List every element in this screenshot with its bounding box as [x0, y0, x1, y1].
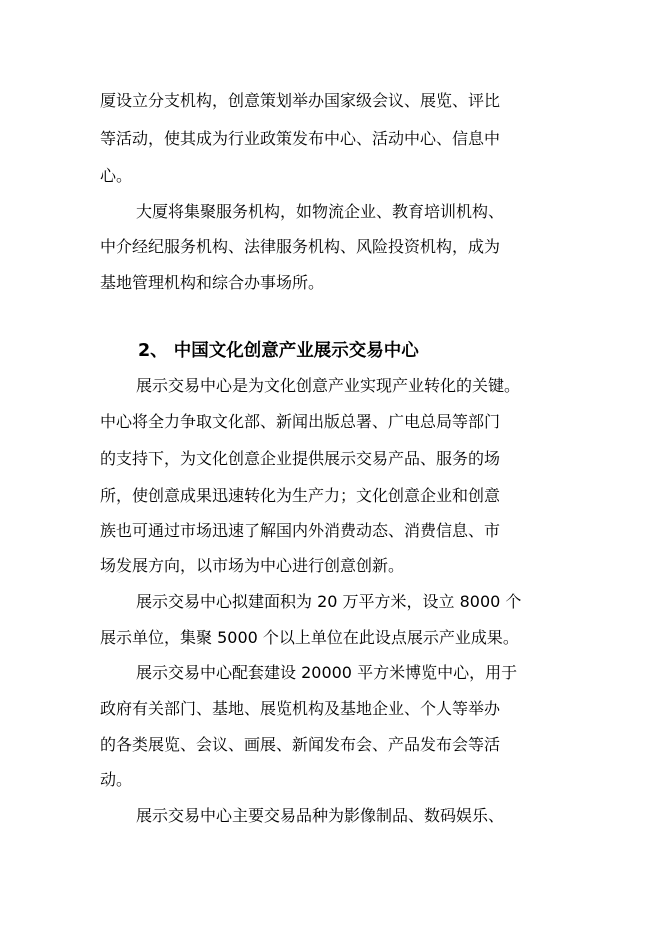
para3-line-6: 场发展方向，以市场为中心进行创意创新。 [100, 556, 405, 575]
para1-line-3: 心。 [100, 166, 133, 185]
para4-line-1: 展示交易中心拟建面积为 20 万平方米，设立 8000 个 [136, 592, 522, 611]
para1-line-1: 厦设立分支机构，创意策划举办国家级会议、展览、评比 [100, 91, 501, 110]
para3-line-5: 族也可通过市场迅速了解国内外消费动态、消费信息、市 [100, 521, 501, 540]
para3-line-2: 中心将全力争取文化部、新闻出版总署、广电总局等部门 [100, 412, 501, 431]
para4-line-2: 展示单位，集聚 5000 个以上单位在此设点展示产业成果。 [100, 628, 519, 647]
para5-line-2: 政府有关部门、基地、展览机构及基地企业、个人等举办 [100, 699, 501, 718]
para3-line-3: 的支持下，为文化创意企业提供展示交易产品、服务的场 [100, 449, 501, 468]
para5-line-4: 动。 [100, 770, 133, 789]
para2-line-3: 基地管理机构和综合办事场所。 [100, 273, 325, 292]
para2-line-1: 大厦将集聚服务机构，如物流企业、教育培训机构、 [136, 202, 505, 221]
para5-line-3: 的各类展览、会议、画展、新闻发布会、产品发布会等活 [100, 735, 501, 754]
para1-line-2: 等活动，使其成为行业政策发布中心、活动中心、信息中 [100, 129, 501, 148]
para3-line-1: 展示交易中心是为文化创意产业实现产业转化的关键。 [136, 376, 521, 395]
para5-line-1: 展示交易中心配套建设 20000 平方米博览中心，用于 [136, 663, 518, 682]
section-heading: 2、 中国文化创意产业展示交易中心 [138, 341, 419, 361]
para6-line-1: 展示交易中心主要交易品种为影像制品、数码娱乐、 [136, 806, 505, 825]
para2-line-2: 中介经纪服务机构、法律服务机构、风险投资机构，成为 [100, 237, 501, 256]
para3-line-4: 所，使创意成果迅速转化为生产力；文化创意企业和创意 [100, 486, 501, 505]
